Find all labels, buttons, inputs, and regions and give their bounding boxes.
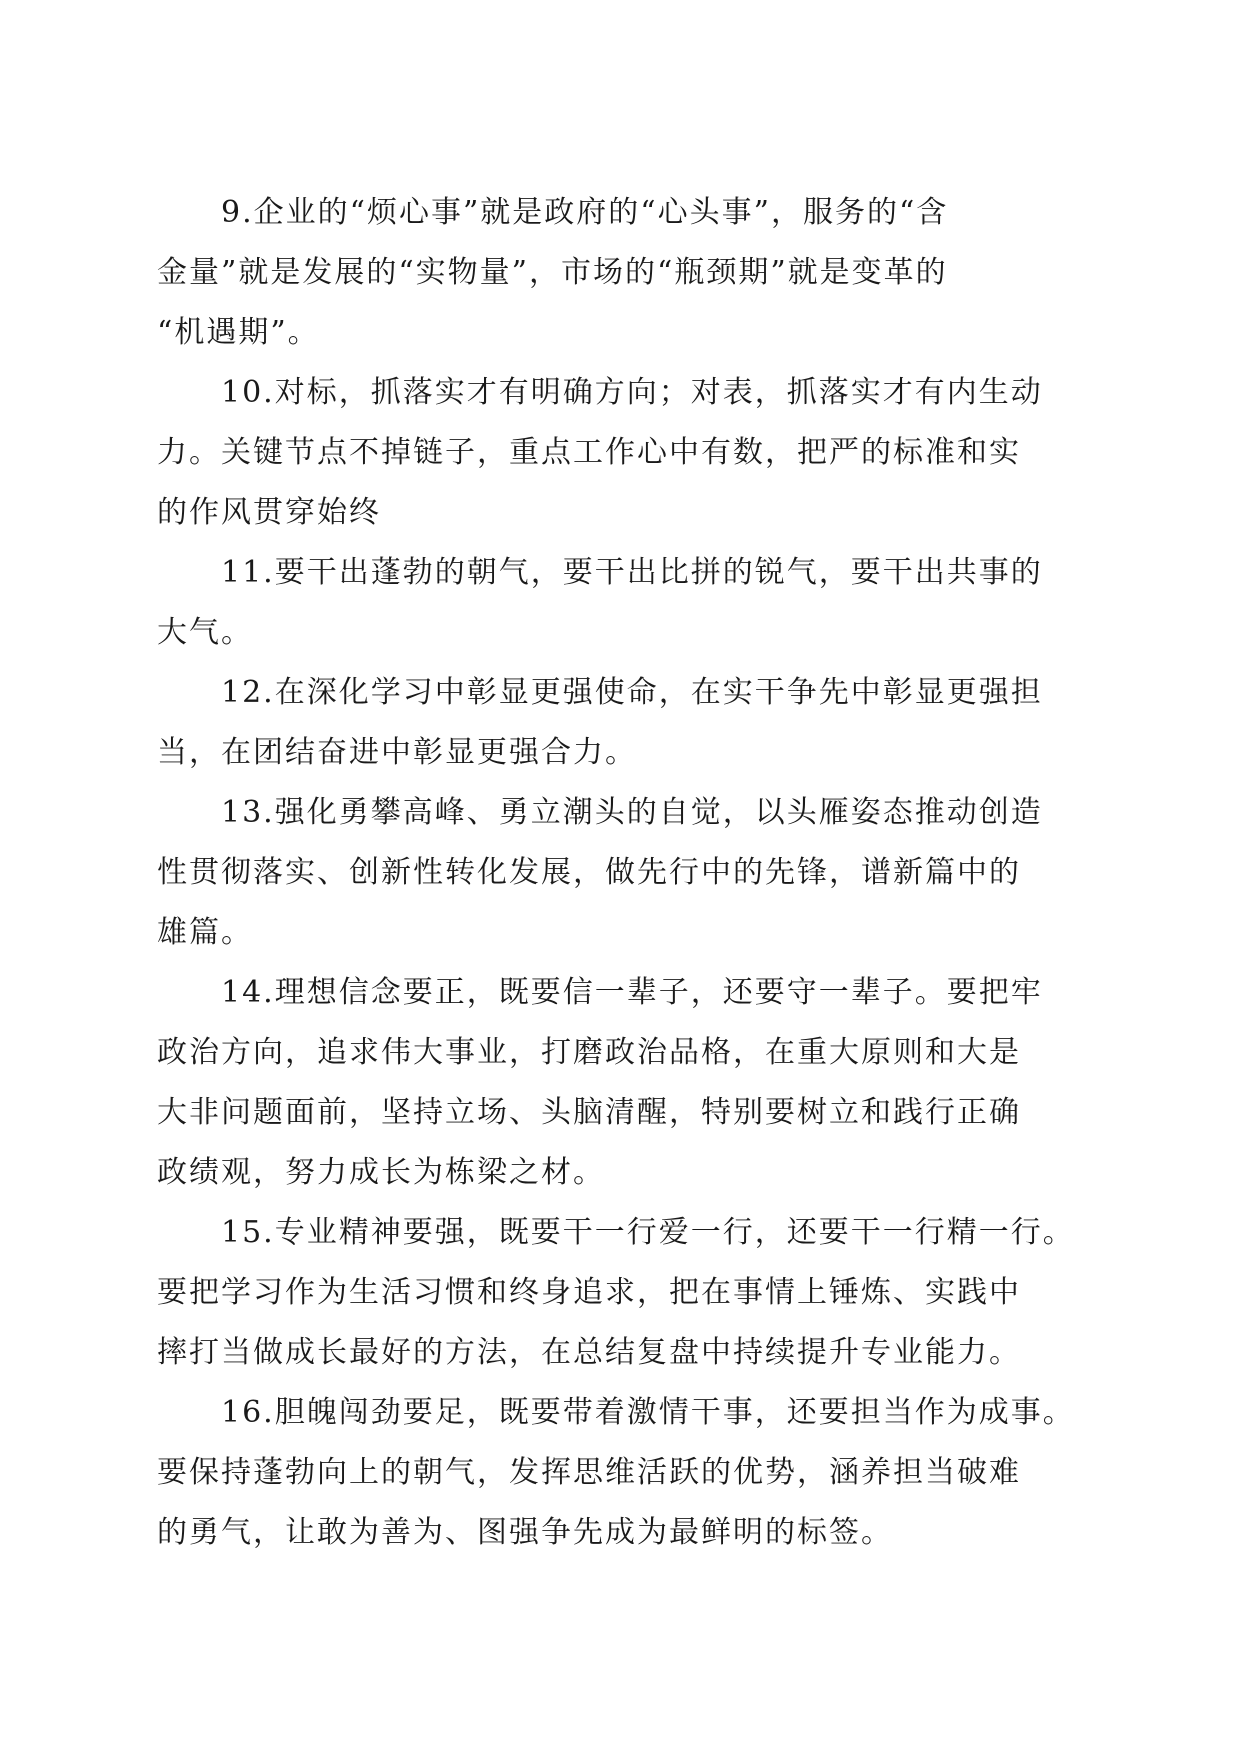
paragraph-line: 金量”就是发展的“实物量”，市场的“瓶颈期”就是变革的 bbox=[157, 255, 948, 290]
paragraph-line bbox=[157, 663, 1087, 723]
paragraph-line bbox=[157, 543, 1087, 603]
paragraph-line: 政治方向，追求伟大事业，打磨政治品格，在重大原则和大是 bbox=[157, 1035, 1021, 1070]
paragraph-line: 摔打当做成长最好的方法，在总结复盘中持续提升专业能力。 bbox=[157, 1335, 1021, 1370]
paragraph-line: 政绩观，努力成长为栋梁之材。 bbox=[157, 1155, 605, 1190]
paragraph-text: 强化勇攀高峰、勇立潮头的自觉，以头雁姿态推动创造 bbox=[274, 795, 1043, 830]
paragraph-line bbox=[157, 783, 1087, 843]
paragraph-text: 专业精神要强，既要干一行爱一行，还要干一行精一行。 bbox=[274, 1215, 1075, 1250]
paragraph-line bbox=[157, 183, 1087, 243]
paragraph-text: 对标，抓落实才有明确方向；对表，抓落实才有内生动 bbox=[274, 375, 1043, 410]
paragraph-line bbox=[157, 363, 1087, 423]
paragraph-16 bbox=[157, 1383, 1087, 1563]
paragraph-9 bbox=[157, 183, 1087, 363]
paragraph-line: 要保持蓬勃向上的朝气，发挥思维活跃的优势，涵养担当破难 bbox=[157, 1455, 1021, 1490]
paragraph-number: 9. bbox=[221, 195, 254, 230]
paragraph-line: 大气。 bbox=[157, 615, 253, 650]
paragraph-number: 12. bbox=[221, 675, 275, 710]
paragraph-line: “机遇期”。 bbox=[157, 315, 320, 350]
paragraph-number: 10. bbox=[221, 375, 275, 410]
paragraph-number: 11. bbox=[221, 555, 275, 590]
paragraph-number: 15. bbox=[221, 1215, 275, 1250]
paragraph-line: 的作风贯穿始终 bbox=[157, 495, 381, 530]
paragraph-10 bbox=[157, 363, 1087, 543]
paragraph-text: 在深化学习中彰显更强使命，在实干争先中彰显更强担 bbox=[274, 675, 1043, 710]
paragraph-11 bbox=[157, 543, 1087, 663]
paragraph-text: 要干出蓬勃的朝气，要干出比拼的锐气，要干出共事的 bbox=[274, 555, 1043, 590]
paragraph-13 bbox=[157, 783, 1087, 963]
paragraph-line: 力。关键节点不掉链子，重点工作心中有数，把严的标准和实 bbox=[157, 435, 1021, 470]
paragraph-line: 当，在团结奋进中彰显更强合力。 bbox=[157, 735, 637, 770]
paragraph-text: 理想信念要正，既要信一辈子，还要守一辈子。要把牢 bbox=[274, 975, 1043, 1010]
paragraph-line: 要把学习作为生活习惯和终身追求，把在事情上锤炼、实践中 bbox=[157, 1275, 1021, 1310]
paragraph-line: 的勇气，让敢为善为、图强争先成为最鲜明的标签。 bbox=[157, 1515, 893, 1550]
paragraph-number: 16. bbox=[221, 1395, 275, 1430]
paragraph-text: 企业的“烦心事”就是政府的“心头事”，服务的“含 bbox=[253, 195, 949, 230]
paragraph-line: 大非问题面前，坚持立场、头脑清醒，特别要树立和践行正确 bbox=[157, 1095, 1021, 1130]
paragraph-15 bbox=[157, 1203, 1087, 1383]
paragraph-line bbox=[157, 1203, 1087, 1263]
paragraph-line bbox=[157, 963, 1087, 1023]
paragraph-line: 性贯彻落实、创新性转化发展，做先行中的先锋，谱新篇中的 bbox=[157, 855, 1021, 890]
paragraph-12 bbox=[157, 663, 1087, 783]
paragraph-number: 14. bbox=[221, 975, 275, 1010]
paragraph-line: 雄篇。 bbox=[157, 915, 253, 950]
paragraph-14 bbox=[157, 963, 1087, 1203]
paragraph-text: 胆魄闯劲要足，既要带着激情干事，还要担当作为成事。 bbox=[274, 1395, 1075, 1430]
document-body bbox=[157, 183, 1087, 1563]
paragraph-line bbox=[157, 1383, 1087, 1443]
paragraph-number: 13. bbox=[221, 795, 275, 830]
